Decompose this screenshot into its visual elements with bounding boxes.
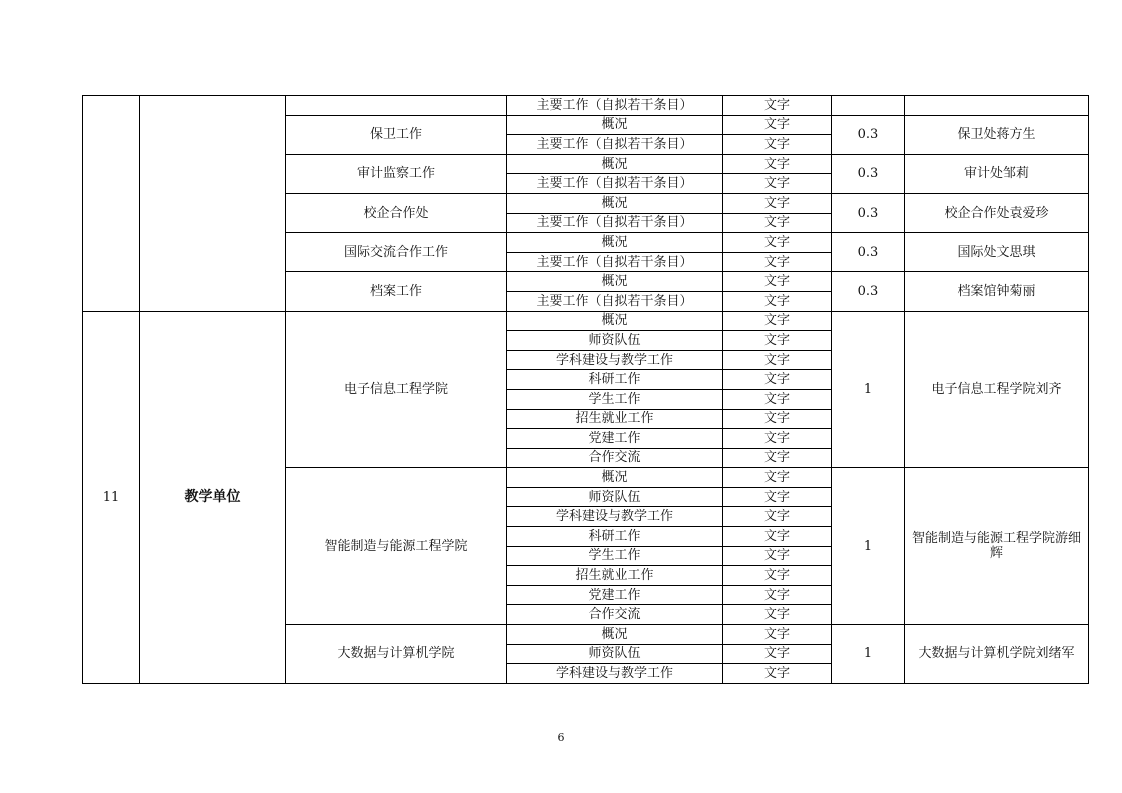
- score-cell: 0.3: [832, 233, 905, 272]
- content-item-cell: 党建工作: [507, 429, 723, 449]
- content-type-cell: 文字: [723, 625, 832, 645]
- content-type-cell: 文字: [723, 566, 832, 586]
- content-item-cell: 概况: [507, 311, 723, 331]
- section-number-cell: [83, 96, 140, 312]
- content-type-cell: 文字: [723, 546, 832, 566]
- category-cell: [140, 96, 286, 312]
- score-cell: 0.3: [832, 115, 905, 154]
- category-cell: 教学单位: [140, 311, 286, 683]
- contact-cell: [905, 96, 1089, 116]
- content-item-cell: 主要工作（自拟若干条目）: [507, 96, 723, 116]
- table-row: [83, 96, 1089, 116]
- content-item-cell: 招生就业工作: [507, 566, 723, 586]
- content-item-cell: 概况: [507, 193, 723, 213]
- score-cell: [832, 96, 905, 116]
- unit-name-cell: 审计监察工作: [286, 154, 507, 193]
- contact-cell: 保卫处蒋方生: [905, 115, 1089, 154]
- contact-cell: 档案馆钟菊丽: [905, 272, 1089, 311]
- content-type-cell: 文字: [723, 331, 832, 351]
- content-type-cell: 文字: [723, 350, 832, 370]
- content-item-cell: 主要工作（自拟若干条目）: [507, 174, 723, 194]
- content-type-cell: 文字: [723, 389, 832, 409]
- table-row: [83, 311, 1089, 331]
- content-type-cell: 文字: [723, 233, 832, 253]
- content-item-cell: 主要工作（自拟若干条目）: [507, 291, 723, 311]
- content-item-cell: 学科建设与教学工作: [507, 507, 723, 527]
- contact-cell: 电子信息工程学院刘齐: [905, 311, 1089, 468]
- content-item-cell: 学生工作: [507, 546, 723, 566]
- content-type-cell: 文字: [723, 585, 832, 605]
- content-item-cell: 概况: [507, 272, 723, 292]
- content-type-cell: 文字: [723, 115, 832, 135]
- table-body: [83, 96, 1089, 684]
- content-type-cell: 文字: [723, 409, 832, 429]
- content-type-cell: 文字: [723, 507, 832, 527]
- content-item-cell: 学生工作: [507, 389, 723, 409]
- unit-name-cell: [286, 96, 507, 116]
- score-cell: 0.3: [832, 154, 905, 193]
- content-type-cell: 文字: [723, 527, 832, 547]
- content-type-cell: 文字: [723, 448, 832, 468]
- content-item-cell: 师资队伍: [507, 644, 723, 664]
- contact-cell: 智能制造与能源工程学院游细辉: [905, 468, 1089, 625]
- content-type-cell: 文字: [723, 429, 832, 449]
- content-item-cell: 主要工作（自拟若干条目）: [507, 252, 723, 272]
- content-item-cell: 概况: [507, 115, 723, 135]
- content-type-cell: 文字: [723, 291, 832, 311]
- content-item-cell: 合作交流: [507, 605, 723, 625]
- content-item-cell: 学科建设与教学工作: [507, 664, 723, 684]
- unit-name-cell: 电子信息工程学院: [286, 311, 507, 468]
- content-item-cell: 师资队伍: [507, 487, 723, 507]
- content-type-cell: 文字: [723, 154, 832, 174]
- score-cell: 1: [832, 468, 905, 625]
- content-type-cell: 文字: [723, 252, 832, 272]
- unit-name-cell: 国际交流合作工作: [286, 233, 507, 272]
- score-cell: 0.3: [832, 272, 905, 311]
- content-item-cell: 党建工作: [507, 585, 723, 605]
- contact-cell: 大数据与计算机学院刘绪军: [905, 625, 1089, 684]
- unit-name-cell: 档案工作: [286, 272, 507, 311]
- content-type-cell: 文字: [723, 370, 832, 390]
- contact-cell: 校企合作处袁爱珍: [905, 193, 1089, 232]
- unit-name-cell: 大数据与计算机学院: [286, 625, 507, 684]
- content-item-cell: 概况: [507, 625, 723, 645]
- content-item-cell: 主要工作（自拟若干条目）: [507, 135, 723, 155]
- score-cell: 1: [832, 311, 905, 468]
- content-item-cell: 概况: [507, 154, 723, 174]
- content-item-cell: 师资队伍: [507, 331, 723, 351]
- content-type-cell: 文字: [723, 664, 832, 684]
- document-table: [82, 95, 1089, 684]
- section-number-cell: 11: [83, 311, 140, 683]
- content-type-cell: 文字: [723, 193, 832, 213]
- content-type-cell: 文字: [723, 311, 832, 331]
- content-type-cell: 文字: [723, 96, 832, 116]
- content-type-cell: 文字: [723, 487, 832, 507]
- contact-cell: 国际处文思琪: [905, 233, 1089, 272]
- content-item-cell: 招生就业工作: [507, 409, 723, 429]
- score-cell: 0.3: [832, 193, 905, 232]
- content-item-cell: 科研工作: [507, 527, 723, 547]
- content-type-cell: 文字: [723, 135, 832, 155]
- page-number: 6: [557, 731, 565, 744]
- content-type-cell: 文字: [723, 272, 832, 292]
- content-item-cell: 合作交流: [507, 448, 723, 468]
- content-type-cell: 文字: [723, 213, 832, 233]
- unit-name-cell: 智能制造与能源工程学院: [286, 468, 507, 625]
- unit-name-cell: 校企合作处: [286, 193, 507, 232]
- content-type-cell: 文字: [723, 174, 832, 194]
- contact-cell: 审计处邹莉: [905, 154, 1089, 193]
- content-item-cell: 科研工作: [507, 370, 723, 390]
- content-type-cell: 文字: [723, 644, 832, 664]
- content-item-cell: 主要工作（自拟若干条目）: [507, 213, 723, 233]
- content-type-cell: 文字: [723, 605, 832, 625]
- content-item-cell: 概况: [507, 468, 723, 488]
- content-type-cell: 文字: [723, 468, 832, 488]
- content-item-cell: 学科建设与教学工作: [507, 350, 723, 370]
- content-item-cell: 概况: [507, 233, 723, 253]
- unit-name-cell: 保卫工作: [286, 115, 507, 154]
- score-cell: 1: [832, 625, 905, 684]
